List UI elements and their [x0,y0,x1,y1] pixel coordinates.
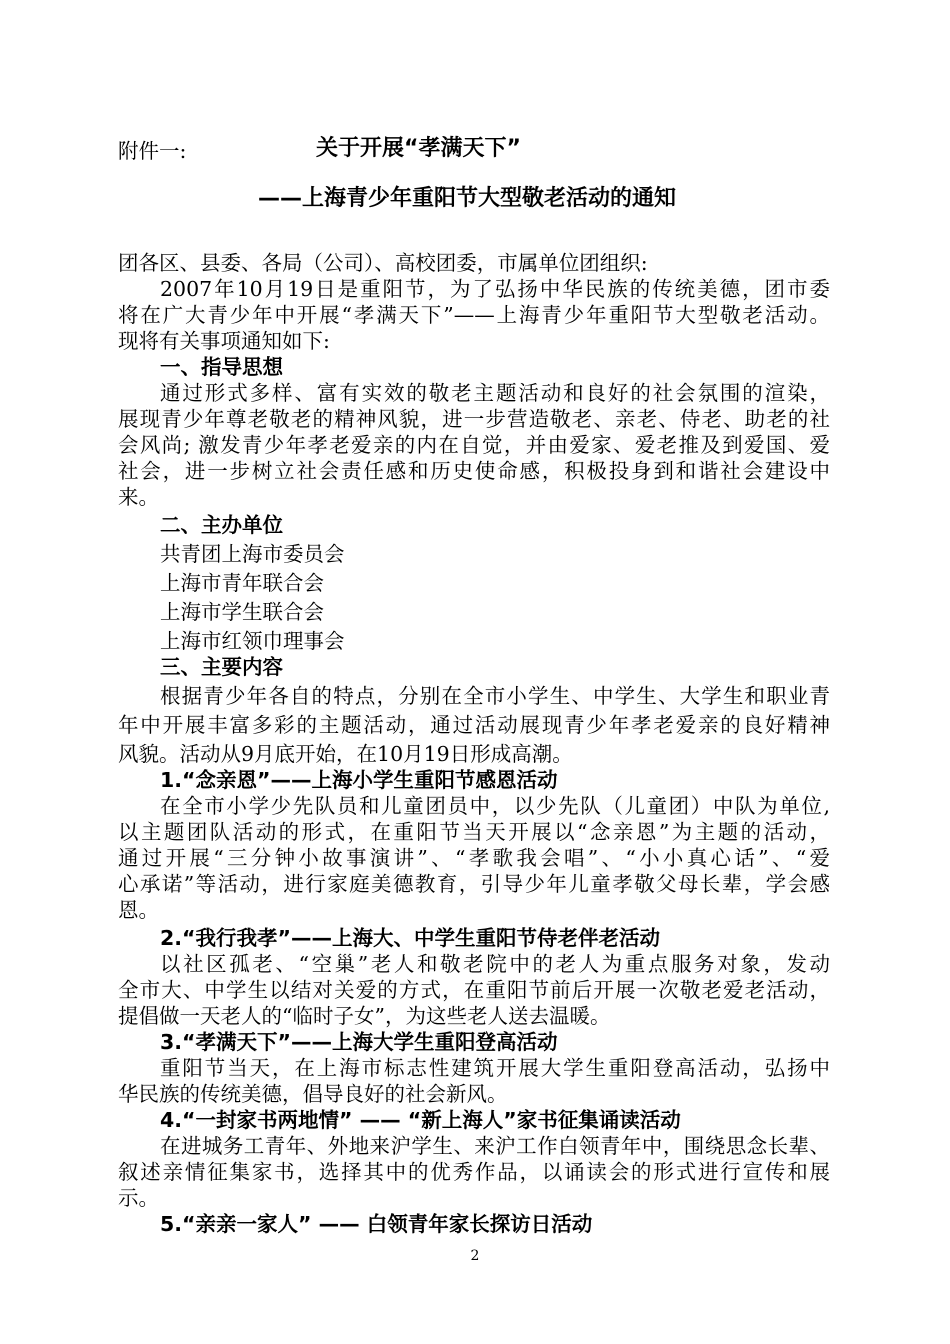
body-line: 提倡做一天老人的“临时子女”，为这些老人送去温暖。 [118,1004,611,1028]
attachment-label: 附件一: [118,139,187,163]
organizer-item: 上海市学生联合会 [160,600,324,624]
body-line: 2007年10月19日是重阳节，为了弘扬中华民族的传统美德，团市委 [160,277,830,301]
body-line: 叙述亲情征集家书，选择其中的优秀作品，以诵读会的形式进行宣传和展 [118,1160,830,1184]
body-line: 示。 [118,1186,159,1210]
page-number: 2 [470,1248,480,1264]
activity-heading: 4.“一封家书两地情” —— “新上海人”家书征集诵读活动 [160,1108,681,1132]
document-title: 关于开展“孝满天下” [316,136,521,161]
organizer-item: 上海市青年联合会 [160,571,324,595]
body-line: 全市大、中学生以结对关爱的方式，在重阳节前后开展一次敬老爱老活动， [118,978,830,1002]
activity-heading: 3.“孝满天下”——上海大学生重阳登高活动 [160,1030,558,1054]
activity-heading: 5.“亲亲一家人” —— 白领青年家长探访日活动 [160,1212,593,1236]
body-line: 现将有关事项通知如下: [118,329,330,353]
body-line: 社会，进一步树立社会责任感和历史使命感，积极投身到和谐社会建设中 [118,459,830,483]
body-line: 以社区孤老、“空巢”老人和敬老院中的老人为重点服务对象，发动 [160,952,830,976]
body-line: 华民族的传统美德，倡导良好的社会新风。 [118,1082,508,1106]
body-line: 通过形式多样、富有实效的敬老主题活动和良好的社会氛围的渲染， [160,381,830,405]
section-heading: 一、指导思想 [160,355,283,379]
activity-heading: 2.“我行我孝”——上海大、中学生重阳节侍老伴老活动 [160,926,660,950]
body-line: 在全市小学少先队员和儿童团员中，以少先队（儿童团）中队为单位, [160,794,830,818]
body-line: 恩。 [118,898,159,922]
body-line: 以主题团队活动的形式，在重阳节当天开展以“念亲恩”为主题的活动， [118,820,830,844]
body-line: 会风尚; 激发青少年孝老爱亲的内在自觉，并由爱家、爱老推及到爱国、爱 [118,433,830,457]
body-line: 在进城务工青年、外地来沪学生、来沪工作白领青年中，围绕思念长辈、 [160,1134,830,1158]
body-line: 风貌。活动从9月底开始，在10月19日形成高潮。 [118,742,573,766]
body-line: 将在广大青少年中开展“孝满天下”——上海青少年重阳节大型敬老活动。 [118,303,830,327]
section-heading: 三、主要内容 [160,655,283,679]
body-line: 通过开展“三分钟小故事演讲”、“孝歌我会唱”、“小小真心话”、“爱 [118,846,830,870]
activity-heading: 1.“念亲恩”——上海小学生重阳节感恩活动 [160,768,558,792]
document-subtitle: ——上海青少年重阳节大型敬老活动的通知 [258,186,677,211]
body-line: 来。 [118,485,159,509]
body-line: 年中开展丰富多彩的主题活动，通过活动展现青少年孝老爱亲的良好精神 [118,713,830,737]
body-line: 根据青少年各自的特点，分别在全市小学生、中学生、大学生和职业青 [160,684,830,708]
addressee-line: 团各区、县委、各局（公司）、高校团委，市属单位团组织: [118,251,648,275]
body-line: 展现青少年尊老敬老的精神风貌，进一步营造敬老、亲老、侍老、助老的社 [118,407,830,431]
body-line: 心承诺”等活动，进行家庭美德教育，引导少年儿童孝敬父母长辈，学会感 [118,872,830,896]
organizer-item: 上海市红领巾理事会 [160,629,345,653]
organizer-item: 共青团上海市委员会 [160,542,345,566]
body-line: 重阳节当天，在上海市标志性建筑开展大学生重阳登高活动，弘扬中 [160,1056,830,1080]
section-heading: 二、主办单位 [160,513,283,537]
